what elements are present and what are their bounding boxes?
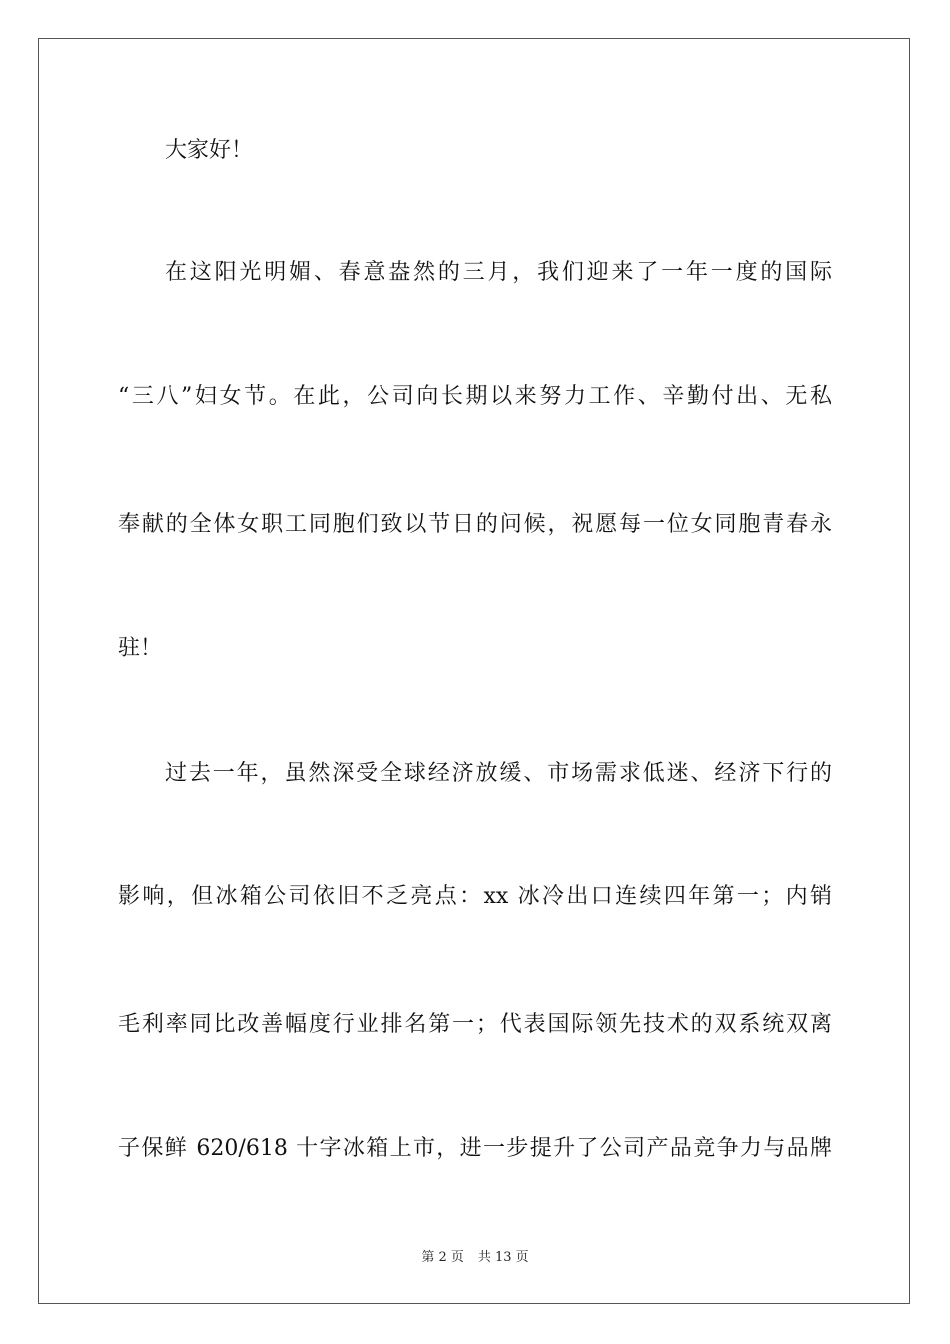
- body-line: “三八”妇女节。在此，公司向长期以来努力工作、辛勤付出、无私: [118, 384, 832, 409]
- page-total: 共 13 页: [477, 1250, 529, 1265]
- greeting-line: 大家好！: [165, 138, 254, 163]
- body-line: 子保鲜 620/618 十字冰箱上市，进一步提升了公司产品竞争力与品牌: [118, 1136, 832, 1161]
- body-line: 驻！: [118, 636, 163, 661]
- page-number: 第 2 页: [421, 1250, 464, 1265]
- page-border: [38, 38, 910, 1304]
- page-footer: [0, 1246, 950, 1265]
- body-line: 在这阳光明媚、春意盎然的三月，我们迎来了一年一度的国际: [165, 260, 832, 285]
- body-line: 毛利率同比改善幅度行业排名第一；代表国际领先技术的双系统双离: [118, 1012, 832, 1037]
- body-line: 奉献的全体女职工同胞们致以节日的问候，祝愿每一位女同胞青春永: [118, 512, 832, 537]
- body-line: 影响，但冰箱公司依旧不乏亮点：xx 冰冷出口连续四年第一；内销: [118, 884, 832, 909]
- body-line: 过去一年，虽然深受全球经济放缓、市场需求低迷、经济下行的: [165, 761, 832, 786]
